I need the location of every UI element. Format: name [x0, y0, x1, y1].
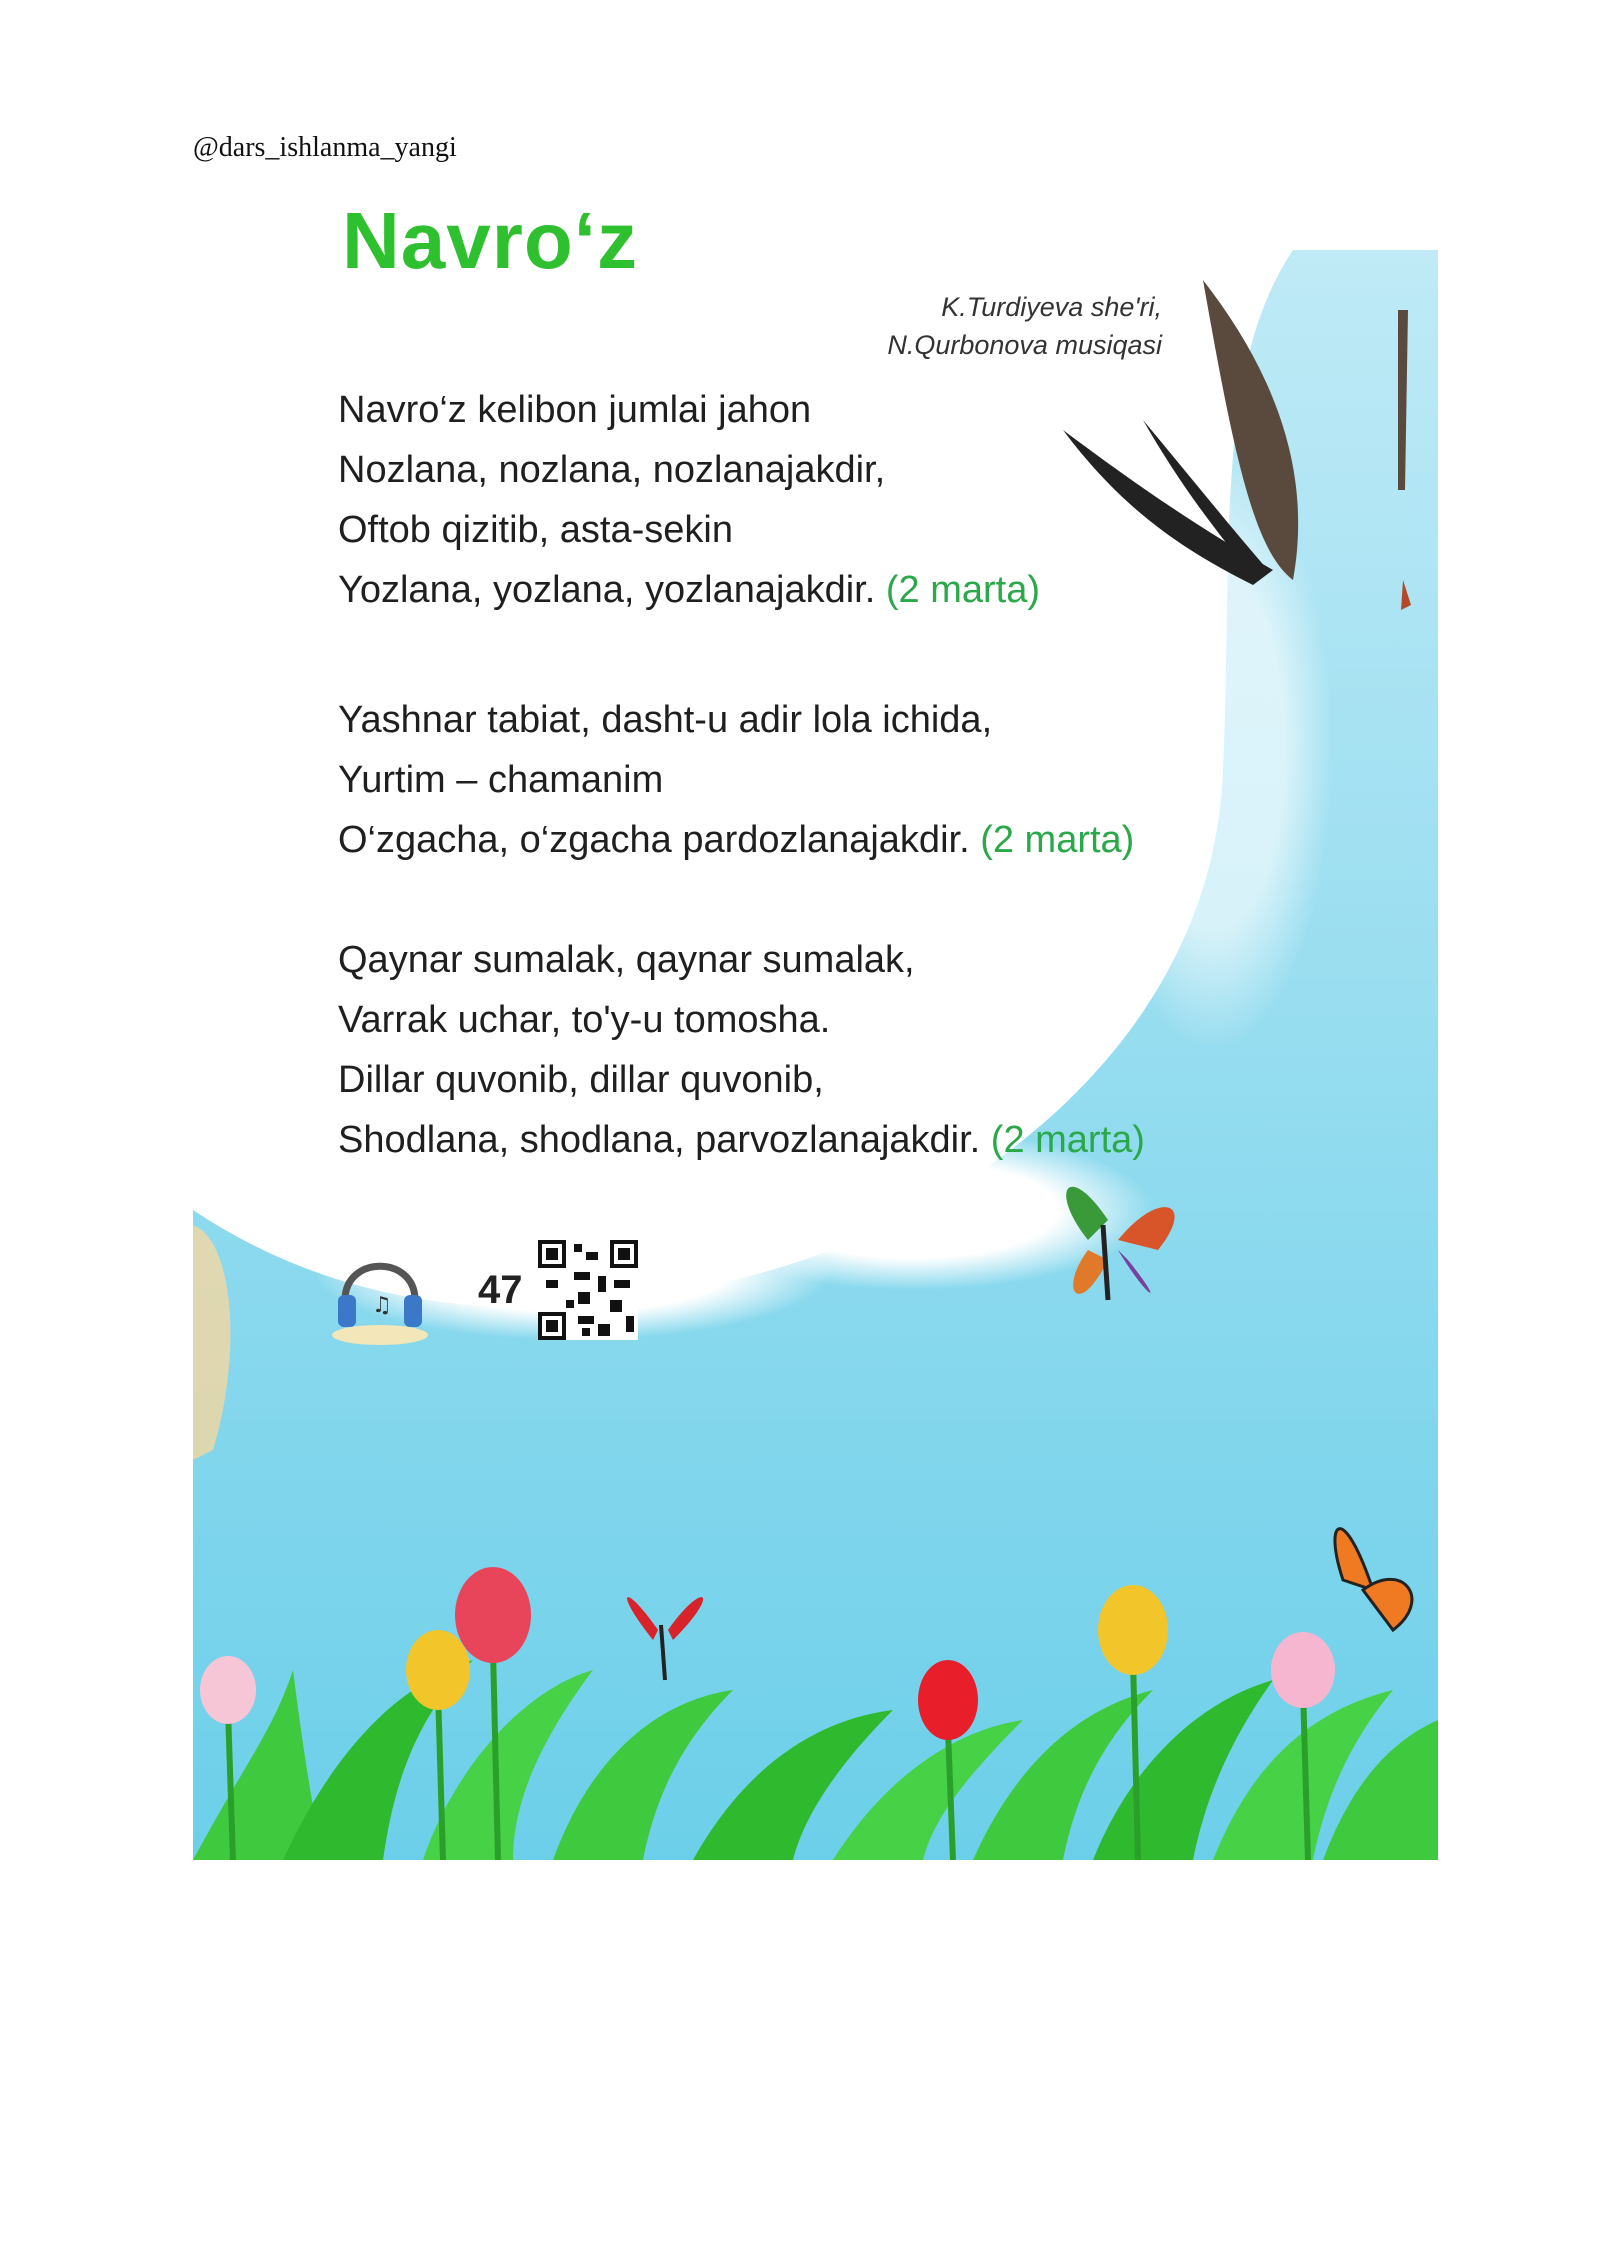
composer-credit: N.Qurbonova musiqasi	[887, 330, 1162, 360]
lyric-line	[338, 810, 1134, 870]
stanza	[338, 380, 1040, 620]
stanza	[338, 690, 1134, 870]
lyric-line: Oftob qizitib, asta-sekin	[338, 509, 733, 551]
watermark: @dars_ishlanma_yangi	[193, 132, 457, 163]
svg-text:♫: ♫	[372, 1293, 392, 1318]
lyric-line: Yurtim – chamanim	[338, 759, 664, 801]
song-title: Navro‘z	[342, 196, 638, 285]
lyric-line	[338, 560, 1040, 620]
lyric-line: Yashnar tabiat, dasht-u adir lola ichida,	[338, 699, 993, 741]
lyric-line: Qaynar sumalak, qaynar sumalak,	[338, 939, 915, 981]
lyricist-credit: K.Turdiyeva she'ri,	[941, 292, 1162, 322]
lyric-text: O‘zgacha, o‘zgacha pardozlanajakdir.	[338, 819, 970, 861]
lyric-text: Yozlana, yozlana, yozlanajakdir.	[338, 569, 876, 611]
qr-code-icon[interactable]	[538, 1240, 638, 1340]
lyric-line: Navro‘z kelibon jumlai jahon	[338, 389, 812, 431]
repeat-note: (2 marta)	[980, 819, 1135, 861]
repeat-note: (2 marta)	[885, 569, 1040, 611]
song-credits	[887, 288, 1162, 364]
lyric-line	[338, 1110, 1145, 1170]
lyric-text: Shodlana, shodlana, parvozlanajakdir.	[338, 1119, 981, 1161]
lyric-line: Varrak uchar, to'y-u tomosha.	[338, 999, 831, 1041]
headphones-icon[interactable]	[330, 1240, 430, 1350]
repeat-note: (2 marta)	[990, 1119, 1145, 1161]
lyric-line: Nozlana, nozlana, nozlanajakdir,	[338, 449, 886, 491]
stanza	[338, 930, 1145, 1170]
track-number: 47	[478, 1268, 523, 1312]
lyric-line: Dillar quvonib, dillar quvonib,	[338, 1059, 824, 1101]
